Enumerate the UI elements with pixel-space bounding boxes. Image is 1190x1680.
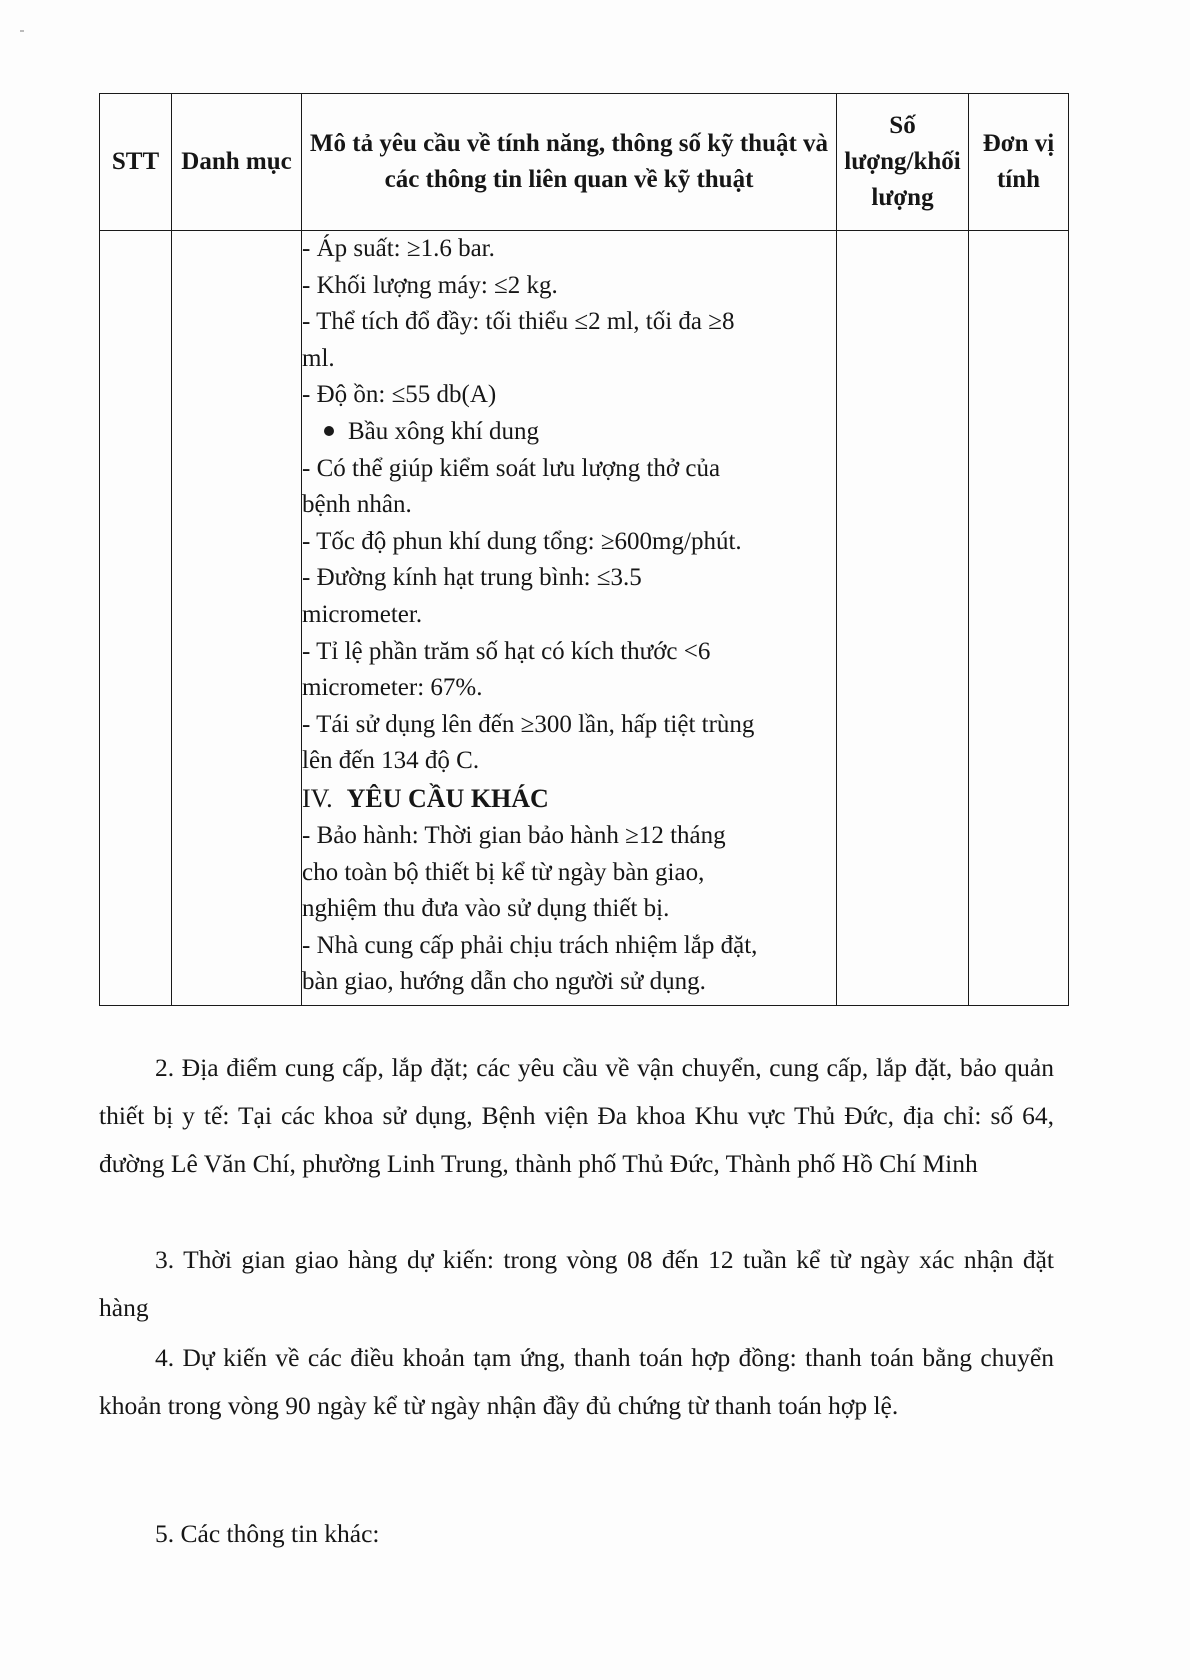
bullet-dot-icon <box>324 426 334 436</box>
bullet-item <box>302 414 836 451</box>
spec-line: - Có thể giúp kiểm soát lưu lượng thở của <box>302 454 721 482</box>
spec-line: - Thể tích đổ đầy: tối thiểu ≤2 ml, tối đa ≥8 <box>302 308 735 336</box>
section-number: IV. <box>302 783 333 813</box>
section-title: YÊU CẦU KHÁC <box>346 783 549 813</box>
spec-line: bệnh nhân. <box>302 491 412 519</box>
spec-line: - Đường kính hạt trung bình: ≤3.5 <box>302 564 642 592</box>
spec-line: micrometer: 67%. <box>302 674 483 702</box>
paragraph-delivery-location: 2. Địa điểm cung cấp, lắp đặt; các yêu cầu về vận chuyển, cung cấp, lắp đặt, bảo quản thiết bị y tế: Tại các khoa sử dụng, Bệnh viện Đa khoa Khu vực Thủ Đức, địa chỉ: số 64, đường Lê Văn Chí, phường Linh Trung, thành phố Thủ Đức, Thành phố Hồ Chí Minh <box>99 1053 1054 1178</box>
table-header-row <box>100 94 1069 231</box>
spec-line: - Bảo hành: Thời gian bảo hành ≥12 tháng <box>302 821 726 849</box>
spec-line: ml. <box>302 344 335 372</box>
paragraph-delivery-time: 3. Thời gian giao hàng dự kiến: trong vòng 08 đến 12 tuần kể từ ngày xác nhận đặt hàng <box>99 1245 1054 1322</box>
paragraph-other-info: 5. Các thông tin khác: <box>155 1519 380 1548</box>
paragraph-payment-terms: 4. Dự kiến về các điều khoản tạm ứng, thanh toán hợp đồng: thanh toán bằng chuyển khoản trong vòng 90 ngày kể từ ngày nhận đầy đủ chứng từ thanh toán hợp lệ. <box>99 1343 1054 1420</box>
header-description: Mô tả yêu cầu về tính năng, thông số kỹ thuật và các thông tin liên quan về kỹ thuật <box>302 94 837 231</box>
bullet-text: Bầu xông khí dung <box>348 417 539 445</box>
scan-speck <box>20 30 24 32</box>
technical-spec-table <box>99 93 1069 1006</box>
spec-line: - Tái sử dụng lên đến ≥300 lần, hấp tiệt trùng <box>302 710 755 738</box>
quantity-cell <box>837 231 969 1006</box>
spec-line: lên đến 134 độ C. <box>302 747 480 775</box>
header-unit: Đơn vị tính <box>969 94 1069 231</box>
spec-line: - Tốc độ phun khí dung tổng: ≥600mg/phút. <box>302 527 742 555</box>
header-stt: STT <box>100 94 172 231</box>
spec-line: - Áp suất: ≥1.6 bar. <box>302 235 495 262</box>
spec-line: - Tỉ lệ phần trăm số hạt có kích thước <6 <box>302 637 711 665</box>
spec-line: cho toàn bộ thiết bị kể từ ngày bàn giao, <box>302 858 705 886</box>
spec-line: - Độ ồn: ≤55 db(A) <box>302 381 497 409</box>
table-row <box>100 231 1069 1006</box>
spec-line: - Nhà cung cấp phải chịu trách nhiệm lắp đặt, <box>302 931 758 959</box>
spec-line: nghiệm thu đưa vào sử dụng thiết bị. <box>302 895 670 923</box>
unit-cell <box>969 231 1069 1006</box>
stt-cell <box>100 231 172 1006</box>
spec-line: bàn giao, hướng dẫn cho người sử dụng. <box>302 968 706 996</box>
description-cell <box>302 231 837 1006</box>
cell-padding <box>302 1001 836 1005</box>
header-quantity: Số lượng/khối lượng <box>837 94 969 231</box>
header-category: Danh mục <box>172 94 302 231</box>
category-cell <box>172 231 302 1006</box>
section-heading <box>302 780 836 818</box>
spec-line: - Khối lượng máy: ≤2 kg. <box>302 271 558 299</box>
spec-line: micrometer. <box>302 600 423 628</box>
